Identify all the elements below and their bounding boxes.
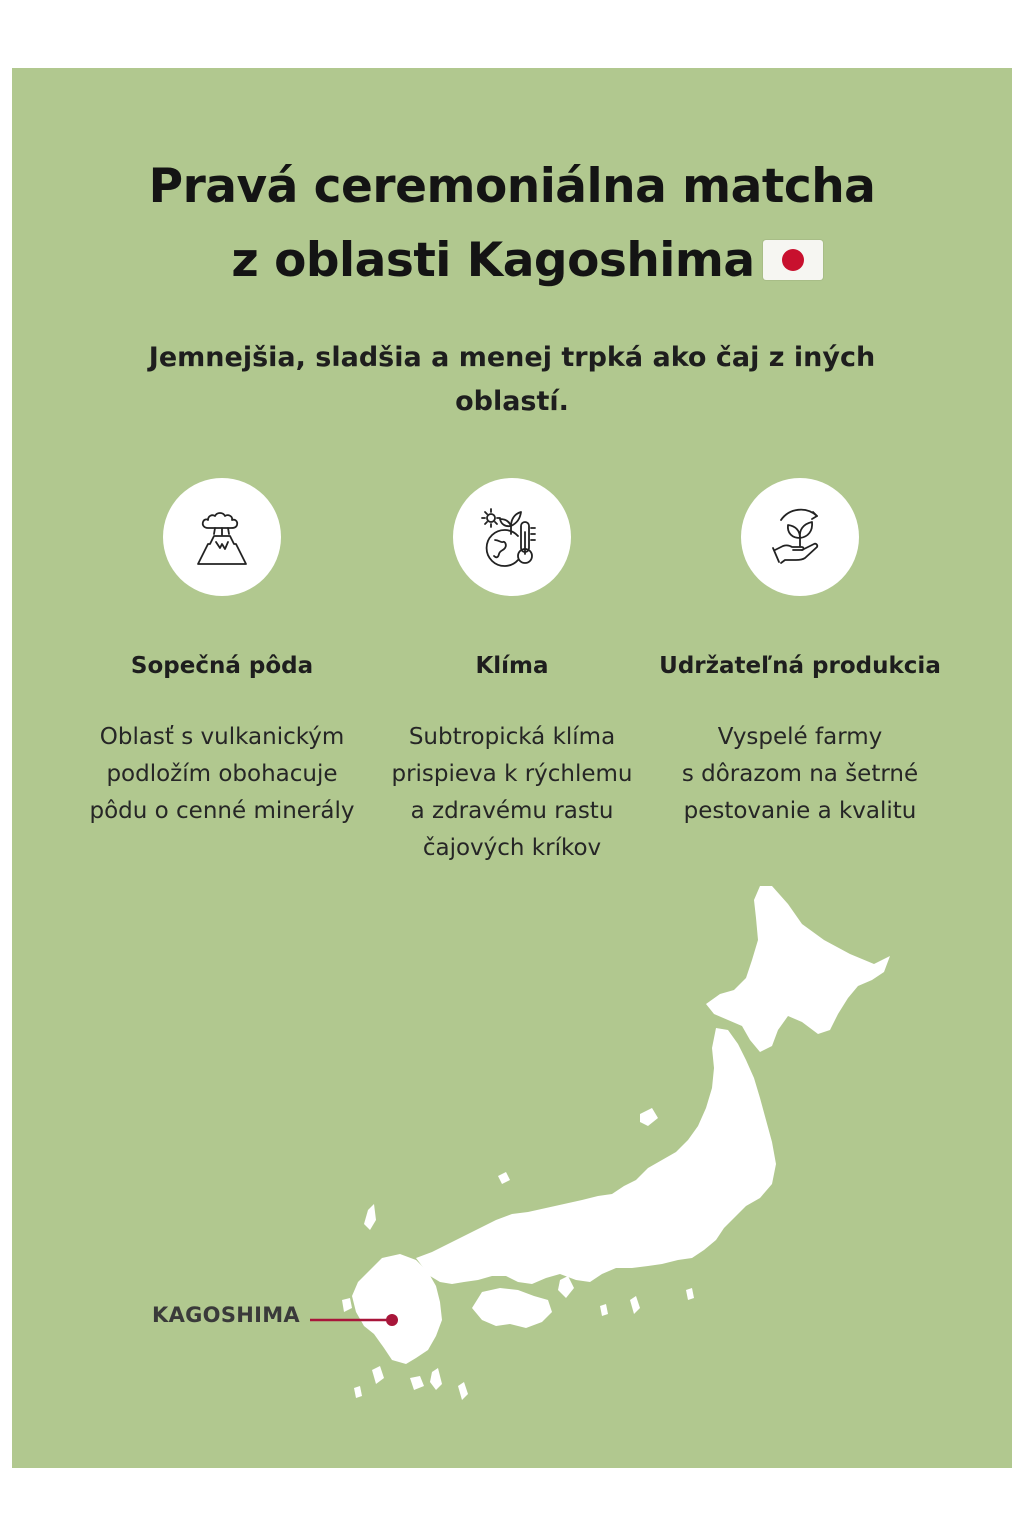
sado-island xyxy=(640,1108,658,1126)
tanegashima-island xyxy=(430,1368,442,1390)
tsushima-island xyxy=(364,1204,376,1230)
honshu-island xyxy=(416,1028,776,1284)
awaji-island xyxy=(558,1276,574,1298)
oki-island xyxy=(498,1172,510,1184)
subtitle: Jemnejšia, sladšia a menej trpká ako čaj z iných oblastí. xyxy=(148,342,876,417)
izu-island-2 xyxy=(600,1304,608,1316)
amami-island-1 xyxy=(372,1366,384,1384)
izu-island-3 xyxy=(686,1288,694,1300)
feature-text: Vyspelé farmy s dôrazom na šetrné pestovanie a kvalitu xyxy=(681,724,919,824)
title-line-2: z oblasti Kagoshima xyxy=(231,233,755,288)
feature-title: Sopečná pôda xyxy=(130,653,314,679)
feature-title: Klíma xyxy=(475,653,549,679)
japan-map xyxy=(12,68,1012,1468)
ogasawara-island xyxy=(458,1382,468,1400)
hokkaido-island xyxy=(706,886,890,1052)
amami-island-2 xyxy=(354,1386,362,1398)
infographic-panel xyxy=(12,68,1012,1468)
feature-text: Subtropická klíma prispieva k rýchlemu a zdravému rastu čajových kríkov xyxy=(391,724,633,861)
yakushima-island xyxy=(410,1376,424,1390)
shikoku-island xyxy=(472,1288,552,1328)
feature-text: Oblasť s vulkanickým podložím obohacuje pôdu o cenné minerály xyxy=(89,724,355,824)
kagoshima-marker-dot xyxy=(386,1314,398,1326)
izu-island-1 xyxy=(630,1296,640,1314)
kagoshima-label: KAGOSHIMA xyxy=(152,1303,300,1327)
feature-title: Udržateľná produkcia xyxy=(659,653,941,679)
goto-island xyxy=(342,1298,352,1312)
title-line-1: Pravá ceremoniálna matcha xyxy=(148,159,876,214)
